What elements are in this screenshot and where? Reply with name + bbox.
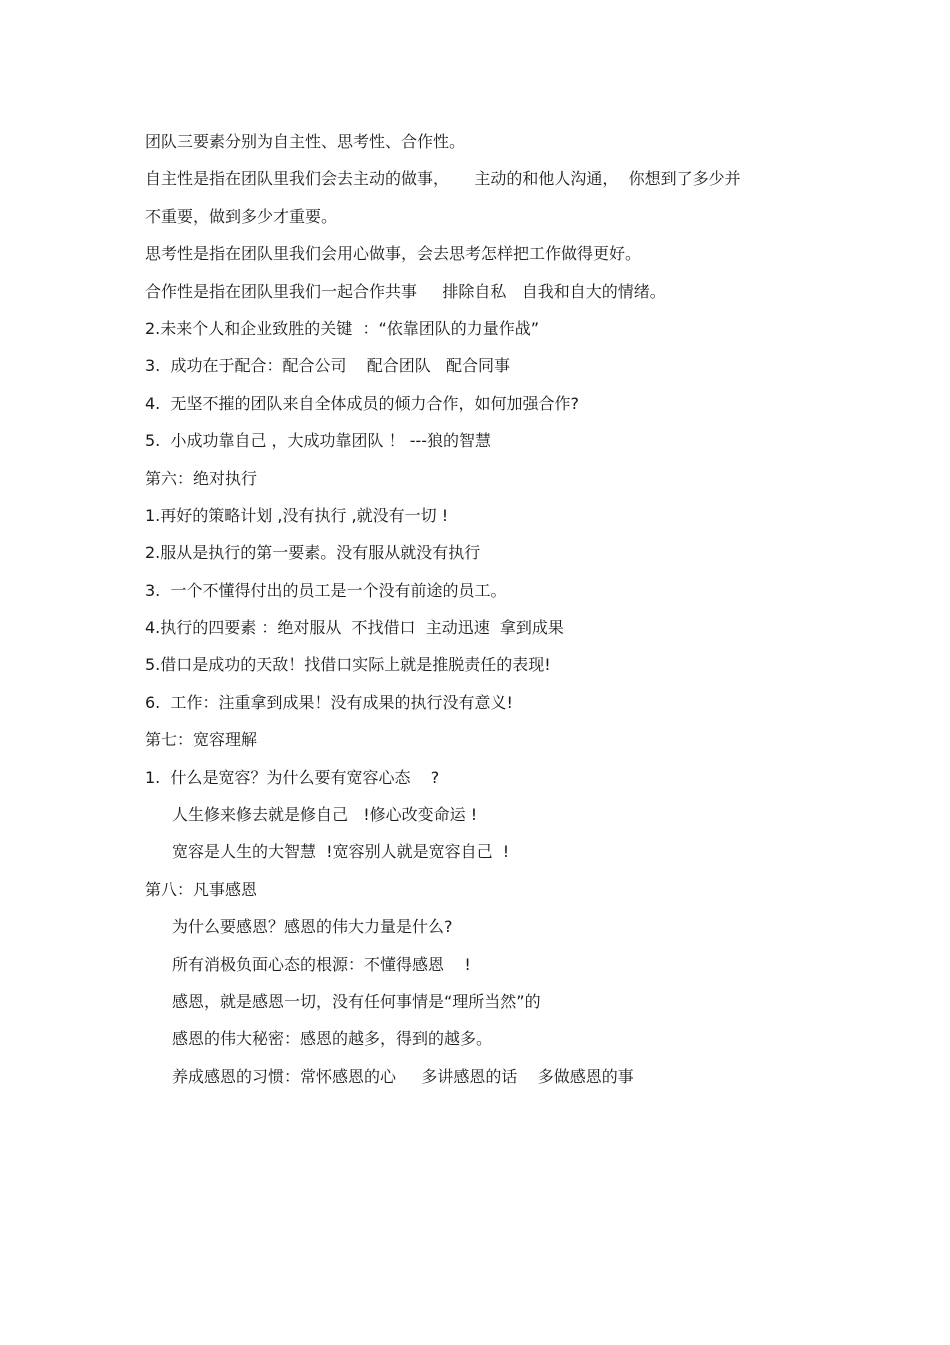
text-line: 养成感恩的习惯：常怀感恩的心 多讲感恩的话 多做感恩的事: [172, 1066, 634, 1086]
text-line: 2.服从是执行的第一要素。没有服从就没有执行: [145, 543, 481, 563]
text-line: 1. 什么是宽容？为什么要有宽容心态 ?: [145, 767, 440, 787]
text-line: 为什么要感恩？感恩的伟大力量是什么?: [172, 917, 453, 937]
text-line: 感恩，就是感恩一切，没有任何事情是“理所当然”的: [172, 991, 541, 1011]
text-line: 5. 小成功靠自己 ，大成功靠团队 ！ ---狼的智慧: [145, 431, 492, 451]
text-line: 3. 一个不懂得付出的员工是一个没有前途的员工。: [145, 580, 507, 600]
text-line: 宽容是人生的大智慧 !宽容别人就是宽容自己 !: [172, 842, 510, 862]
text-line: 感恩的伟大秘密：感恩的越多，得到的越多。: [172, 1029, 493, 1049]
text-line: 4. 无坚不摧的团队来自全体成员的倾力合作，如何加强合作?: [145, 393, 579, 413]
text-line: 4.执行的四要素 ：绝对服从 不找借口 主动迅速 拿到成果: [145, 618, 564, 638]
text-line: 第七：宽容理解: [145, 730, 258, 750]
text-line: 6. 工作：注重拿到成果！没有成果的执行没有意义!: [145, 692, 513, 712]
text-line: 团队三要素分别为自主性、思考性、合作性。: [145, 132, 466, 151]
text-line: 自主性是指在团队里我们会去主动的做事， 主动的和他人沟通， 你想到了多少并: [145, 169, 741, 189]
text-line: 合作性是指在团队里我们一起合作共事 排除自私 自我和自大的情绪。: [145, 281, 666, 301]
text-line: 3. 成功在于配合：配合公司 配合团队 配合同事: [145, 356, 511, 376]
text-line: 不重要，做到多少才重要。: [145, 206, 338, 226]
text-line: 1.再好的策略计划 ,没有执行 ,就没有一切 !: [145, 505, 449, 525]
text-line: 2.未来个人和企业致胜的关键 ：“依靠团队的力量作战”: [145, 318, 540, 338]
text-line: 5.借口是成功的天敌！找借口实际上就是推脱责任的表现!: [145, 655, 551, 675]
text-line: 思考性是指在团队里我们会用心做事，会去思考怎样把工作做得更好。: [145, 244, 642, 264]
text-line: 人生修来修去就是修自己 !修心改变命运 !: [172, 805, 478, 825]
text-line: 所有消极负面心态的根源：不懂得感恩 !: [172, 954, 471, 974]
text-line: 第六：绝对执行: [145, 468, 258, 488]
text-line: 第八：凡事感恩: [145, 879, 258, 899]
document-body: [145, 123, 825, 1095]
